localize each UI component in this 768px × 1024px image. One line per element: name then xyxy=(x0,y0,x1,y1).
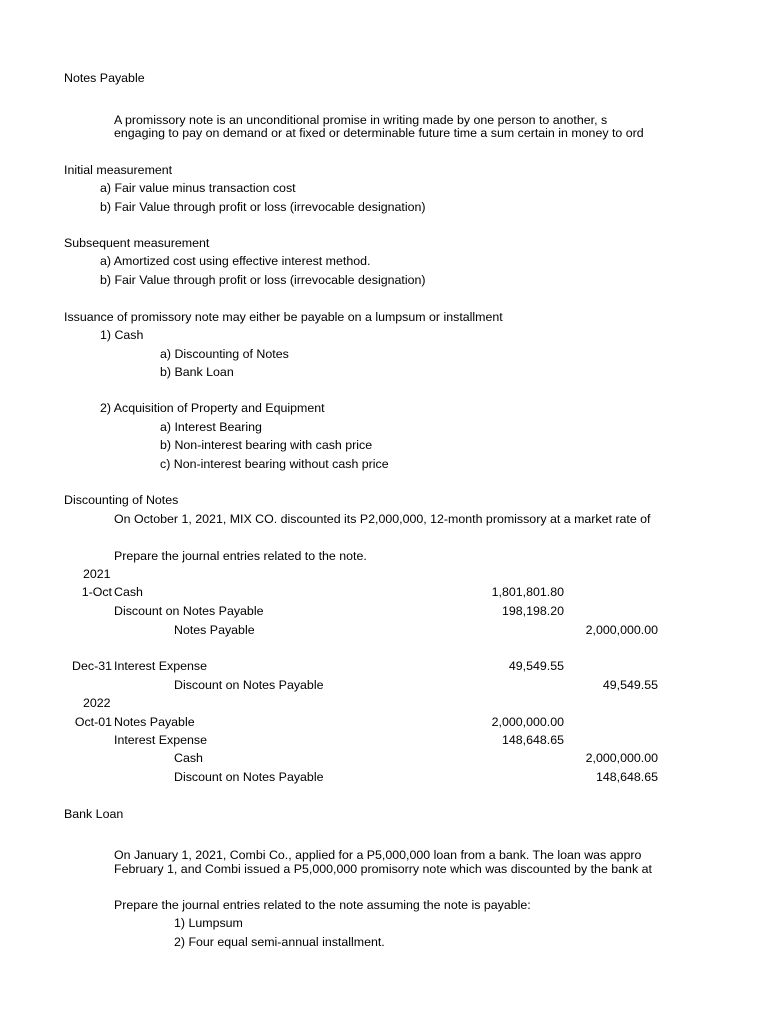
journal-year: 2021 xyxy=(83,567,111,581)
bank-loan-option: 1) Lumpsum xyxy=(174,916,243,930)
bank-loan-problem: February 1, and Combi issued a P5,000,000 promisorry note which was discounted by the bank at xyxy=(114,862,652,876)
journal-debit: 2,000,000.00 xyxy=(491,715,564,729)
acquisition-item: c) Non-interest bearing without cash price xyxy=(160,457,389,471)
cash-item: a) Discounting of Notes xyxy=(160,347,289,361)
journal-account: Cash xyxy=(114,585,143,599)
journal-debit: 49,549.55 xyxy=(508,659,564,673)
bank-loan-problem: On January 1, 2021, Combi Co., applied for a P5,000,000 loan from a bank. The loan was appro xyxy=(114,848,642,862)
acquisition-item: b) Non-interest bearing with cash price xyxy=(160,438,373,452)
journal-account: Interest Expense xyxy=(114,733,207,747)
discounting-instruction: Prepare the journal entries related to the note. xyxy=(114,549,367,563)
issuance-cash: 1) Cash xyxy=(100,328,144,342)
journal-account: Discount on Notes Payable xyxy=(114,604,264,618)
journal-account: Interest Expense xyxy=(114,659,207,673)
journal-account: Notes Payable xyxy=(114,715,195,729)
page-title: Notes Payable xyxy=(64,71,145,85)
journal-debit: 198,198.20 xyxy=(501,604,564,618)
journal-account: Discount on Notes Payable xyxy=(174,770,324,784)
journal-account: Notes Payable xyxy=(174,623,255,637)
bank-loan-instruction: Prepare the journal entries related to the note assuming the note is payable: xyxy=(114,898,531,912)
journal-debit: 1,801,801.80 xyxy=(491,585,564,599)
issuance-acquisition: 2) Acquisition of Property and Equipment xyxy=(100,401,325,415)
journal-account: Discount on Notes Payable xyxy=(174,678,324,692)
issuance-heading: Issuance of promissory note may either be payable on a lumpsum or installment xyxy=(64,310,503,324)
journal-date: Dec-31 xyxy=(72,659,112,673)
journal-date: 1-Oct xyxy=(81,585,112,599)
journal-year: 2022 xyxy=(83,696,111,710)
journal-debit: 148,648.65 xyxy=(501,733,564,747)
initial-measurement-heading: Initial measurement xyxy=(64,163,173,177)
cash-item: b) Bank Loan xyxy=(160,365,234,379)
journal-account: Cash xyxy=(174,751,203,765)
intro-line: A promissory note is an unconditional promise in writing made by one person to another, s xyxy=(114,113,608,127)
subsequent-item: b) Fair Value through profit or loss (irrevocable designation) xyxy=(100,273,426,287)
initial-item: a) Fair value minus transaction cost xyxy=(100,181,296,195)
bank-loan-option: 2) Four equal semi-annual installment. xyxy=(174,935,385,949)
acquisition-item: a) Interest Bearing xyxy=(160,420,262,434)
discounting-heading: Discounting of Notes xyxy=(64,493,179,507)
subsequent-measurement-heading: Subsequent measurement xyxy=(64,236,210,250)
journal-credit: 148,648.65 xyxy=(595,770,658,784)
journal-credit: 2,000,000.00 xyxy=(585,751,658,765)
intro-line: engaging to pay on demand or at fixed or determinable future time a sum certain in money to ord xyxy=(114,126,644,140)
journal-credit: 2,000,000.00 xyxy=(585,623,658,637)
journal-credit: 49,549.55 xyxy=(602,678,658,692)
discounting-problem: On October 1, 2021, MIX CO. discounted its P2,000,000, 12-month promissory at a market rate of xyxy=(114,512,651,526)
initial-item: b) Fair Value through profit or loss (irrevocable designation) xyxy=(100,200,426,214)
bank-loan-heading: Bank Loan xyxy=(64,807,124,821)
subsequent-item: a) Amortized cost using effective interest method. xyxy=(100,254,371,268)
journal-date: Oct-01 xyxy=(74,715,112,729)
